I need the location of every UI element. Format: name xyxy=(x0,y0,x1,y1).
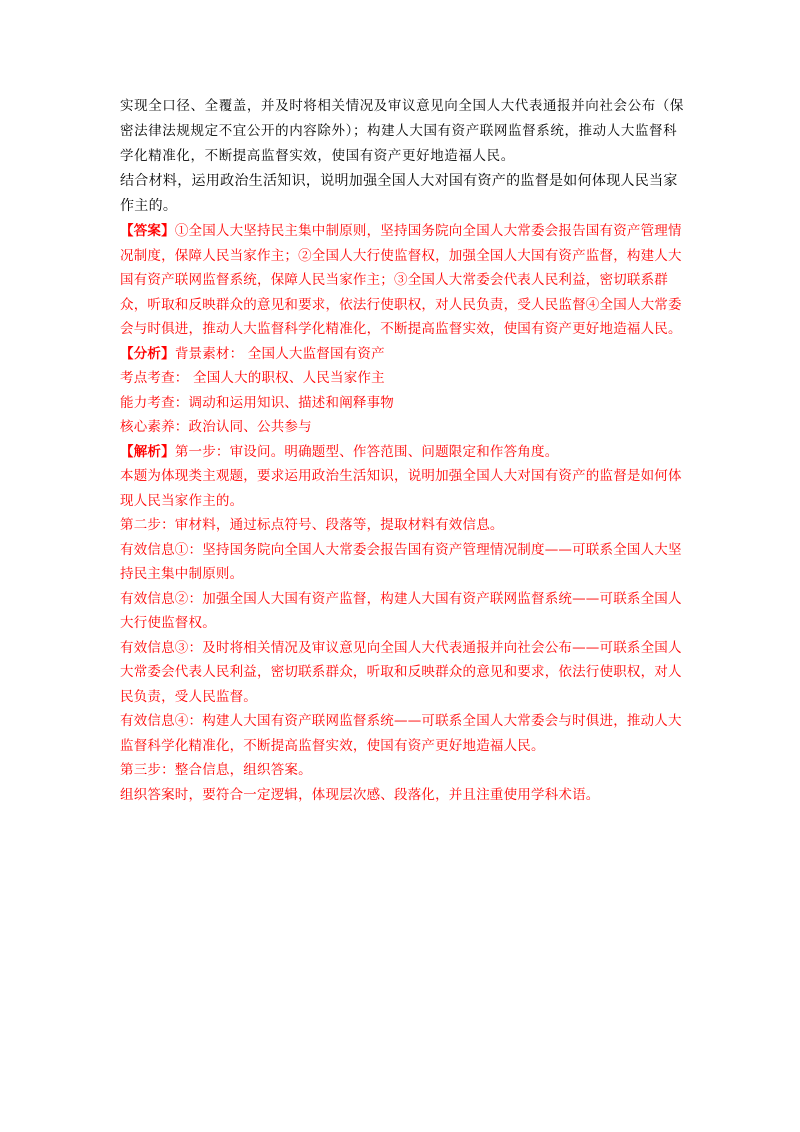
explanation-tag: 【解析】 xyxy=(120,443,175,460)
explanation-step1 xyxy=(120,440,688,465)
explanation-step2: 第二步：审材料，通过标点符号、段落等，提取材料有效信息。 xyxy=(120,517,504,533)
document-page xyxy=(120,94,688,807)
analysis-literacy: 核心素养：政治认同、公共参与 xyxy=(120,419,312,435)
answer-block xyxy=(120,219,688,342)
analysis-background-text: 背景素材： 全国人大监督国有资产 xyxy=(174,345,385,362)
effective-info-3: 有效信息③：及时将相关情况及审议意见向全国人大代表通报并向社会公布——可联系全国人大常委会代表人民利益，密切联系群众，听取和反映群众的意见和要求，依法行使职权，对人民负责，受人民监督。 xyxy=(120,639,682,705)
material-intro: 实现全口径、全覆盖，并及时将相关情况及审议意见向全国人大代表通报并向社会公布（保密法律法规规定不宜公开的内容除外）；构建人大国有资产联网监督系统，推动人大监督科学化精准化，不断提高监督实效，使国有资产更好地造福人民。 xyxy=(120,98,684,164)
explanation-step3-detail: 组织答案时，要符合一定逻辑，体现层次感、段落化，并且注重使用学科术语。 xyxy=(120,786,600,803)
analysis-background xyxy=(120,342,688,367)
explanation-step1-text: 第一步：审设问。明确题型、作答范围、问题限定和作答角度。 xyxy=(174,443,559,460)
effective-info-1: 有效信息①：坚持国务院向全国人大常委会报告国有资产管理情况制度——可联系全国人大坚持民主集中制原则。 xyxy=(120,541,682,582)
question-text: 结合材料，运用政治生活知识，说明加强全国人大对国有资产的监督是如何体现人民当家作主的。 xyxy=(120,173,678,214)
effective-info-2: 有效信息②：加强全国人大国有资产监督，构建人大国有资产联网监督系统——可联系全国人大行使监督权。 xyxy=(120,590,682,631)
answer-tag: 【答案】 xyxy=(120,223,175,239)
answer-text: ①全国人大坚持民主集中制原则，坚持国务院向全国人大常委会报告国有资产管理情况制度，保障人民当家作主；②全国人大行使监督权，加强全国人大国有资产监督，构建人大国有资产联网监督系统，保障人民当家作主；③全国人大常委会代表人民利益，密切联系群众，听取和反映群众的意见和要求，依法行使职权，对人民负责，受人民监督④全国人大常委会与时俱进，推动人大监督科学化精准化，不断提高监督实效，使国有资产更好地造福人民。 xyxy=(120,223,682,337)
analysis-tag: 【分析】 xyxy=(120,345,175,362)
analysis-points: 考点考查： 全国人大的职权、人民当家作主 xyxy=(120,370,385,386)
explanation-step3: 第三步：整合信息，组织答案。 xyxy=(120,762,312,778)
explanation-step1-detail: 本题为体现类主观题，要求运用政治生活知识，说明加强全国人大对国有资产的监督是如何体现人民当家作主的。 xyxy=(120,468,682,509)
effective-info-4: 有效信息④：构建人大国有资产联网监督系统——可联系全国人大常委会与时俱进，推动人大监督科学化精准化，不断提高监督实效，使国有资产更好地造福人民。 xyxy=(120,713,682,754)
analysis-ability: 能力考查：调动和运用知识、描述和阐释事物 xyxy=(120,394,394,411)
